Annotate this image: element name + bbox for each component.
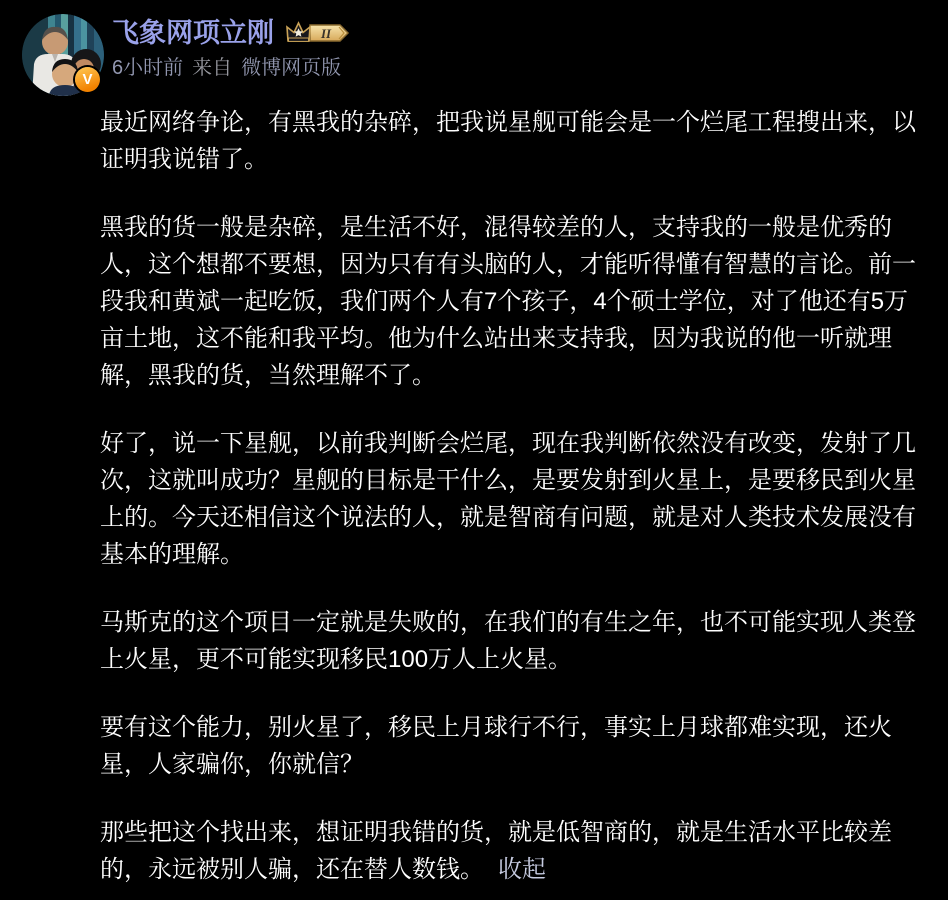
avatar[interactable] — [22, 14, 104, 96]
source-prefix: 来自 — [192, 57, 233, 79]
post-paragraph-4: 马斯克的这个项目一定就是失败的，在我们的有生之年，也不可能实现人类登上火星，更不可能实现移民100万人上火星。 — [100, 609, 916, 673]
post-content — [0, 96, 948, 888]
post-paragraph-3: 好了，说一下星舰，以前我判断会烂尾，现在我判断依然没有改变，发射了几次，这就叫成功？星舰的目标是干什么，是要发射到火星上，是要移民到火星上的。今天还相信这个说法的人，就是智商有问题，就是对人类技术发展没有基本的理解。 — [100, 430, 916, 568]
crown-icon — [284, 18, 350, 48]
collapse-link[interactable]: 收起 — [498, 856, 546, 883]
post-header — [0, 0, 948, 96]
post-paragraph-2: 黑我的货一般是杂碎，是生活不好，混得较差的人，支持我的一般是优秀的人，这个想都不要想，因为只有有头脑的人，才能听得懂有智慧的言论。前一段我和黄斌一起吃饭，我们两个人有7个孩子，4个硕士学位，对了他还有5万亩土地，这不能和我平均。他为什么站出来支持我，因为我说的他一听就理解，黑我的货，当然理解不了。 — [100, 214, 916, 389]
source-link[interactable]: 微博网页版 — [241, 57, 342, 79]
verified-v-badge-icon: V — [75, 67, 100, 92]
timestamp[interactable]: 6小时前 — [112, 57, 184, 79]
vip-level-label: II — [320, 26, 332, 41]
vip-crown-badge[interactable] — [284, 18, 350, 48]
username[interactable]: 飞象网项立刚 — [112, 18, 274, 48]
post-paragraph-6 — [100, 814, 932, 888]
post-paragraph-1: 最近网络争论，有黑我的杂碎，把我说星舰可能会是一个烂尾工程搜出来，以证明我说错了。 — [100, 109, 916, 173]
post-paragraph-5: 要有这个能力，别火星了，移民上月球行不行，事实上月球都难实现，还火星，人家骗你，你就信？ — [100, 714, 892, 778]
post-paragraph-6-text: 那些把这个找出来，想证明我错的货，就是低智商的，就是生活水平比较差的，永远被别人骗，还在替人数钱。 — [100, 819, 892, 883]
header-text — [112, 14, 350, 96]
